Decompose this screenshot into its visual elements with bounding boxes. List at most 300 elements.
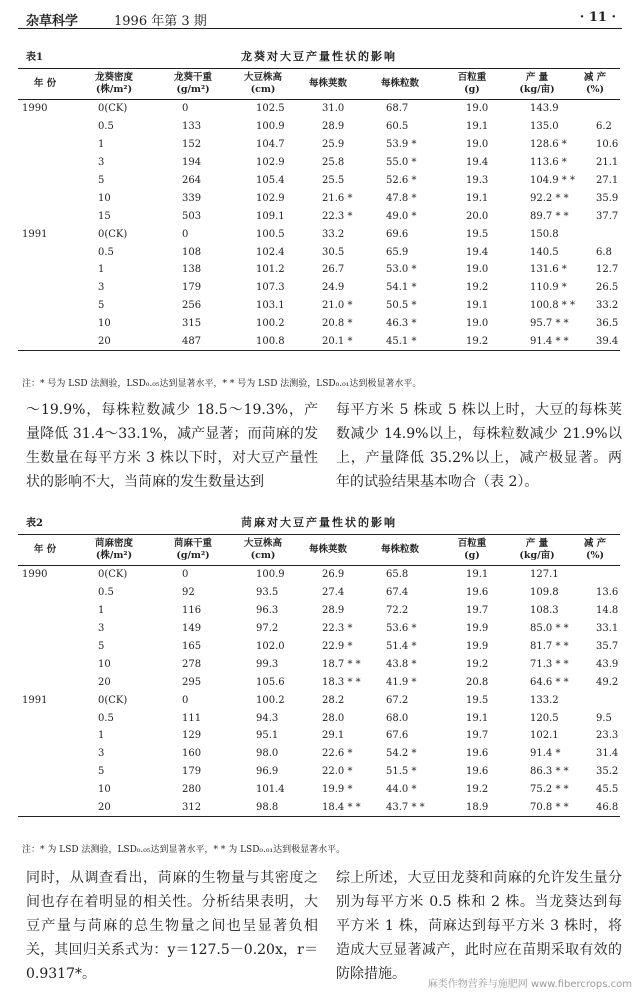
table1-cell: 12.7 <box>596 264 619 276</box>
table1-cell: 55.0 * <box>386 157 417 169</box>
table1-cell: 53.9 * <box>386 139 417 151</box>
table1-title: 龙葵对大豆产量性状的影响 <box>241 50 397 63</box>
table1-row <box>18 261 620 279</box>
table2-cell <box>18 745 72 763</box>
table1-cell: 54.1 * <box>386 282 417 294</box>
table1-col-header: 大豆株高 (cm) <box>230 69 296 100</box>
table2-row <box>18 709 620 727</box>
table1-cell: 25.5 <box>322 175 345 186</box>
table1-cell: 20.0 <box>466 210 489 222</box>
table2-row <box>18 763 620 781</box>
page-number: · 11 · <box>579 10 616 25</box>
table1-cell: 45.1 * <box>360 333 440 351</box>
table2-row <box>18 655 620 673</box>
table2-cell: 280 <box>182 784 202 796</box>
table2-cell: 19.1 <box>466 569 489 581</box>
table1-col-header: 每株粒数 <box>360 69 440 100</box>
table1-cell: 21.1 <box>596 157 619 169</box>
table1-cell: 0 <box>182 228 189 240</box>
table1-cell <box>570 100 620 118</box>
table1-cell <box>570 225 620 243</box>
table2-cell: 20.8 <box>466 676 489 688</box>
table2-cell: 41.9 * <box>386 676 417 688</box>
table1-cell <box>18 279 72 297</box>
table1-cell: 194 <box>182 157 202 169</box>
table1-cell: 128.6 * <box>530 139 567 151</box>
table2-cell: 19.1 <box>466 712 489 724</box>
table2-cell: 100.9 <box>256 569 285 581</box>
table2-cell: 97.2 <box>256 623 279 635</box>
table1-cell: 101.2 <box>256 264 285 276</box>
table2-cell: 65.8 <box>386 569 409 581</box>
table2-cell: 29.1 <box>322 730 345 742</box>
table2-cell: 96.3 <box>256 605 279 617</box>
table2-col-header: 每株粒数 <box>360 535 440 566</box>
table2-cell: 95.1 <box>256 730 279 742</box>
table2-cell: 0.5 <box>98 712 114 724</box>
table2-cell: 92 <box>182 587 195 599</box>
table2-cell: 85.0 * * <box>530 623 569 635</box>
table2-cell: 14.8 <box>596 605 619 617</box>
table1-cell: 3 <box>98 157 105 169</box>
table1-cell: 20 <box>72 333 156 351</box>
table2-row <box>18 602 620 620</box>
table2-cell: 19.6 <box>466 766 489 778</box>
table1-cell: 19.1 <box>466 121 489 133</box>
table2-col-header: 大豆株高 (cm) <box>230 535 296 566</box>
table2-row <box>18 781 620 799</box>
table2-cell: 23.3 <box>596 730 619 742</box>
table1-cell: 53.0 * <box>386 264 417 276</box>
table1-cell: 133 <box>182 121 202 133</box>
table2-cell: 129 <box>182 730 202 742</box>
table2-cell: 120.5 <box>530 712 559 724</box>
table1-cell: 108 <box>182 246 202 258</box>
table2-cell: 70.8 * * <box>504 799 570 817</box>
table2-cell: 46.8 <box>570 799 620 817</box>
table2-cell: 28.9 <box>322 605 345 617</box>
table2-cell: 0(CK) <box>98 694 128 706</box>
table1-cell: 25.9 <box>322 139 345 151</box>
table1-cell: 150.8 <box>530 228 559 240</box>
table2-row <box>18 620 620 638</box>
table2-col-header: 减 产 (%) <box>570 535 620 566</box>
table1-cell: 104.9 * * <box>530 175 575 186</box>
table1-cell: 20.8 * <box>322 318 353 330</box>
table1-cell: 27.1 <box>596 175 619 186</box>
table2-cell <box>18 602 72 620</box>
table2-cell: 71.3 * * <box>530 658 569 670</box>
paragraph-bottom-right: 综上所述，大豆田龙葵和苘麻的允许发生量分别为每平方米 0.5 株和 2 株。当龙葵达到每平方米 1 株，苘麻达到每平方米 3 株时，将造成大豆显著减产，此时应在苗期采取有效的防除措施。 <box>336 870 622 982</box>
table2-cell: 98.8 <box>230 799 296 817</box>
table1-cell: 6.8 <box>596 246 612 258</box>
table1-cell: 19.4 <box>466 157 489 169</box>
table1-cell: 100.2 <box>256 318 285 330</box>
table2-col-header: 产 量 (kg/亩) <box>504 535 570 566</box>
table1-cell: 256 <box>182 300 202 312</box>
table2-cell: 22.9 * <box>322 641 353 652</box>
table2-cell <box>18 620 72 638</box>
table1-col-header: 减 产 (%) <box>570 69 620 100</box>
table2-cell <box>18 781 72 799</box>
table2-cell: 295 <box>182 676 202 688</box>
table1-cell <box>18 243 72 261</box>
table2-cell: 28.2 <box>322 694 345 706</box>
table1-cell: 19.1 <box>466 300 489 312</box>
table1-row <box>18 100 620 118</box>
watermark: 麻类作物营养与施肥网 www.fibercrops.com <box>427 979 632 990</box>
table2-cell: 53.6 * <box>386 623 417 635</box>
table2-cell: 22.0 * <box>322 766 353 778</box>
table2-cell <box>18 727 72 745</box>
table1-cell: 21.0 * <box>322 300 353 312</box>
table1-cell: 3 <box>98 282 105 294</box>
table1-cell <box>18 172 72 190</box>
paragraph-mid-left: ～19.9%，每株粒数减少 18.5～19.3%，产量降低 31.4～33.1%，减产显著；而苘麻的发生数量在每平方米 3 株以下时，对大豆产量性状的影响不大，当苘麻的发生数量达到 <box>26 402 318 490</box>
table2-cell: 19.6 <box>466 748 489 760</box>
table2-cell: 91.4 * <box>530 748 561 760</box>
table1-cell: 91.4 * * <box>504 333 570 351</box>
table2-row <box>18 566 620 584</box>
table2-row <box>18 691 620 709</box>
table1-cell: 0(CK) <box>98 228 128 240</box>
table1-cell: 102.4 <box>256 246 285 258</box>
table2-cell: 86.3 * * <box>530 766 569 778</box>
table2-cell: 19.9 * <box>322 784 353 796</box>
table1-cell: 135.0 <box>530 121 559 133</box>
table1-cell: 46.3 * <box>386 318 417 330</box>
table2-cell: 127.1 <box>530 569 559 581</box>
table2-cell: 67.4 <box>386 587 409 599</box>
page-header <box>18 6 622 29</box>
table2-cell: 5 <box>98 766 105 778</box>
table2-cell: 0 <box>182 694 189 706</box>
paragraph-bottom-left: 同时，从调查看出，苘麻的生物量与其密度之间也存在着明显的相关性。分析结果表明，大豆产量与苘麻的总生物量之间也呈显著负相关，其回归关系式为：y＝127.5－0.20x，r＝0.9317*。 <box>26 870 318 982</box>
table2-cell: 27.4 <box>322 587 345 599</box>
table1-cell: 5 <box>98 300 105 312</box>
table2-cell: 43.9 <box>596 658 619 670</box>
table2-cell: 312 <box>156 799 230 817</box>
table1-cell: 10 <box>98 318 111 330</box>
table1-col-header: 每株荚数 <box>296 69 360 100</box>
table2-cell <box>18 799 72 817</box>
table1-cell: 339 <box>182 192 202 204</box>
table1-cell: 5 <box>98 175 105 186</box>
table1-cell: 100.8 <box>230 333 296 351</box>
table1-cell: 110.9 * <box>530 282 567 294</box>
table2-cell: 179 <box>182 766 202 778</box>
table1-cell: 100.8 * * <box>530 300 575 312</box>
table2-cell: 94.3 <box>256 712 279 724</box>
table2-row <box>18 584 620 602</box>
table2-cell: 35.7 <box>596 641 619 652</box>
table2-cell: 33.1 <box>596 623 619 635</box>
table1-cell: 31.0 <box>322 103 345 115</box>
table2-col-header: 苘麻密度 (株/m²) <box>72 535 156 566</box>
table1-body <box>18 100 620 351</box>
table1-cell: 264 <box>182 175 202 186</box>
table1-cell: 131.6 * <box>530 264 567 276</box>
table2-cell: 278 <box>182 658 202 670</box>
table2-cell: 116 <box>182 605 202 617</box>
table2-cell: 64.6 * * <box>530 676 569 688</box>
table1-row <box>18 297 620 315</box>
table2-cell: 102.0 <box>256 641 285 652</box>
table2-cell: 111 <box>182 712 202 724</box>
table2-cell: 3 <box>98 748 105 760</box>
table2-cell: 133.2 <box>530 694 559 706</box>
table1-cell <box>18 189 72 207</box>
table2-note: 注：* 为 LSD 法测验，LSD₀.₀₅达到显著水平，* * 为 LSD₀.₀₁达到极显著水平。 <box>22 845 346 855</box>
table2-cell: 19.7 <box>466 605 489 617</box>
table2-cell: 81.7 * * <box>530 641 569 652</box>
table1-cell: 39.4 <box>570 333 620 351</box>
table2-cell: 108.3 <box>530 605 559 617</box>
table2-body <box>18 566 620 817</box>
table2-cell: 13.6 <box>596 587 619 599</box>
table2-cell: 18.9 <box>440 799 504 817</box>
table2-cell: 109.8 <box>530 587 559 599</box>
table1-row <box>18 279 620 297</box>
table1-cell <box>18 136 72 154</box>
table1-cell: 19.2 <box>440 333 504 351</box>
table1-cell: 100.5 <box>256 228 285 240</box>
table1-cell: 19.0 <box>466 103 489 115</box>
table1-cell: 19.0 <box>466 264 489 276</box>
table1-cell: 33.2 <box>596 300 619 312</box>
table2-col-header: 年 份 <box>18 535 72 566</box>
table1-cell: 143.9 <box>530 103 559 115</box>
table1-cell <box>18 154 72 172</box>
table1-col-header: 年 份 <box>18 69 72 100</box>
table1-cell: 0.5 <box>98 246 114 258</box>
table1-cell: 20.1 * <box>296 333 360 351</box>
table1-row <box>18 154 620 172</box>
table1-cell: 92.2 * * <box>530 192 569 204</box>
table2 <box>18 534 620 817</box>
table1-cell: 60.5 <box>386 121 409 133</box>
table1-cell: 35.9 <box>596 192 619 204</box>
table2-cell: 19.9 <box>466 641 489 652</box>
table1-cell: 1991 <box>22 228 48 240</box>
table2-cell <box>570 691 620 709</box>
table2-cell: 19.2 <box>466 658 489 670</box>
table2-row <box>18 673 620 691</box>
table2-title: 苘麻对大豆产量性状的影响 <box>241 516 397 529</box>
table1-cell: 19.3 <box>466 175 489 186</box>
table2-cell: 160 <box>182 748 202 760</box>
table2-row <box>18 638 620 656</box>
table1-cell: 33.2 <box>322 228 345 240</box>
table1-cell: 6.2 <box>596 121 612 133</box>
table2-row <box>18 745 620 763</box>
table1-label: 表1 <box>26 52 43 63</box>
table2-cell: 43.8 * <box>386 658 417 670</box>
table1-cell: 102.9 <box>256 157 285 169</box>
table2-col-header: 苘麻干重 (g/m²) <box>156 535 230 566</box>
table2-cell: 96.9 <box>256 766 279 778</box>
table1-cell: 89.7 * * <box>530 210 569 222</box>
table2-cell: 1991 <box>22 694 48 706</box>
table1 <box>18 68 620 351</box>
table2-cell: 1990 <box>22 569 48 581</box>
table2-cell: 22.3 * <box>322 623 353 635</box>
table1-cell <box>18 315 72 333</box>
table1-note: 注：* 号为 LSD 法测验，LSD₀.₀₅达到显著水平，* * 号为 LSD 法测验，LSD₀.₀₁达到极显著水平。 <box>22 379 422 389</box>
table1-row <box>18 333 620 351</box>
table2-cell: 68.0 <box>386 712 409 724</box>
table1-cell: 0(CK) <box>98 103 128 115</box>
table2-cell: 0.5 <box>98 587 114 599</box>
table2-cell: 31.4 <box>596 748 619 760</box>
table1-cell: 50.5 * <box>386 300 417 312</box>
table1-cell: 19.1 <box>466 192 489 204</box>
table1-cell <box>18 118 72 136</box>
table1-cell: 36.5 <box>596 318 619 330</box>
table1-row <box>18 207 620 225</box>
table1-cell: 28.9 <box>322 121 345 133</box>
table1-header-row <box>18 69 620 100</box>
table2-cell <box>18 638 72 656</box>
table1-cell: 25.8 <box>322 157 345 169</box>
table2-cell: 99.3 <box>256 658 279 670</box>
table2-cell: 51.4 * <box>386 641 417 652</box>
table1-row <box>18 315 620 333</box>
table2-cell <box>18 709 72 727</box>
table1-cell: 0 <box>182 103 189 115</box>
table2-cell: 0 <box>182 569 189 581</box>
table1-cell: 68.7 <box>386 103 409 115</box>
table1-row <box>18 136 620 154</box>
table1-cell: 19.0 <box>466 139 489 151</box>
table2-cell: 43.7 * * <box>360 799 440 817</box>
table1-cell: 30.5 <box>322 246 345 258</box>
table2-cell: 98.0 <box>256 748 279 760</box>
table2-cell: 51.5 * <box>386 766 417 778</box>
table1-cell: 21.6 * <box>322 192 353 204</box>
table2-cell: 100.2 <box>256 694 285 706</box>
table1-cell: 315 <box>182 318 202 330</box>
table2-cell <box>18 763 72 781</box>
table1-cell: 19.0 <box>466 318 489 330</box>
table2-cell: 9.5 <box>596 712 612 724</box>
table1-cell: 10 <box>98 192 111 204</box>
table1-row <box>18 189 620 207</box>
table1-cell: 104.7 <box>256 139 285 151</box>
table2-cell: 93.5 <box>256 587 279 599</box>
table1-cell: 107.3 <box>256 282 285 294</box>
table1-cell: 69.6 <box>386 228 409 240</box>
table1-row <box>18 118 620 136</box>
table1-cell: 1990 <box>22 103 48 115</box>
table2-header-row <box>18 535 620 566</box>
table2-cell: 54.2 * <box>386 748 417 760</box>
table1-row <box>18 225 620 243</box>
table2-cell: 20 <box>72 799 156 817</box>
table1-cell: 19.5 <box>466 228 489 240</box>
table1-cell: 105.4 <box>256 175 285 186</box>
table2-cell: 102.1 <box>530 730 559 742</box>
table2-cell: 72.2 <box>386 605 409 617</box>
table1-cell: 95.7 * * <box>530 318 569 330</box>
table2-cell: 1 <box>98 730 105 742</box>
table2-row <box>18 727 620 745</box>
table1-cell: 100.9 <box>256 121 285 133</box>
table2-cell <box>18 584 72 602</box>
table1-cell <box>18 207 72 225</box>
table2-cell: 19.9 <box>466 623 489 635</box>
table1-cell: 102.9 <box>256 192 285 204</box>
table2-cell: 18.7 * * <box>322 658 361 670</box>
table1-cell: 113.6 * <box>530 157 567 169</box>
table1-cell: 0.5 <box>98 121 114 133</box>
table1-cell: 140.5 <box>530 246 559 258</box>
table2-cell: 19.6 <box>466 587 489 599</box>
table2-label: 表2 <box>26 518 43 529</box>
table1-col-header: 百粒重 (g) <box>440 69 504 100</box>
table2-cell: 28.0 <box>322 712 345 724</box>
table1-col-header: 龙葵密度 (株/m²) <box>72 69 156 100</box>
table1-cell: 47.8 * <box>386 192 417 204</box>
table1-row <box>18 172 620 190</box>
table1-cell: 26.5 <box>596 282 619 294</box>
table2-cell <box>18 673 72 691</box>
table1-cell: 19.2 <box>466 282 489 294</box>
table2-row <box>18 799 620 817</box>
table2-cell: 0(CK) <box>98 569 128 581</box>
table2-cell: 19.2 <box>466 784 489 796</box>
table1-row <box>18 243 620 261</box>
table2-cell <box>18 655 72 673</box>
table2-cell: 44.0 * <box>386 784 417 796</box>
table2-cell: 67.6 <box>386 730 409 742</box>
table1-cell: 52.6 * <box>386 175 417 186</box>
table2-cell: 35.2 <box>596 766 619 778</box>
table2-cell: 18.4 * * <box>296 799 360 817</box>
table1-cell: 19.4 <box>466 246 489 258</box>
table1-cell: 26.7 <box>322 264 345 276</box>
table1-cell: 102.5 <box>256 103 285 115</box>
table1-cell: 1 <box>98 139 105 151</box>
table2-cell: 22.6 * <box>322 748 353 760</box>
table2-cell: 149 <box>182 623 202 635</box>
table1-cell: 37.7 <box>596 210 619 222</box>
table2-cell: 75.2 * * <box>530 784 569 796</box>
table1-cell: 10.6 <box>596 139 619 151</box>
table2-cell: 45.5 <box>596 784 619 796</box>
table2-cell <box>570 566 620 584</box>
table2-cell: 19.7 <box>466 730 489 742</box>
table2-cell: 5 <box>98 641 105 652</box>
table1-cell <box>18 333 72 351</box>
table2-cell: 26.9 <box>322 569 345 581</box>
table1-cell: 49.0 * <box>386 210 417 222</box>
table2-cell: 165 <box>182 641 202 652</box>
table2-cell: 105.6 <box>256 676 285 688</box>
table2-cell: 1 <box>98 605 105 617</box>
table1-cell: 487 <box>156 333 230 351</box>
journal-name: 杂草科学 <box>26 14 79 29</box>
table2-col-header: 每株荚数 <box>296 535 360 566</box>
journal-issue: 1996 年第 3 期 <box>114 14 207 29</box>
table2-cell: 19.5 <box>466 694 489 706</box>
table1-cell: 15 <box>98 210 111 222</box>
table2-cell: 18.3 * * <box>322 676 361 688</box>
table2-cell: 49.2 <box>596 676 619 688</box>
table2-cell: 10 <box>98 658 111 670</box>
table2-cell: 20 <box>98 676 111 688</box>
table1-cell: 24.9 <box>322 282 345 294</box>
